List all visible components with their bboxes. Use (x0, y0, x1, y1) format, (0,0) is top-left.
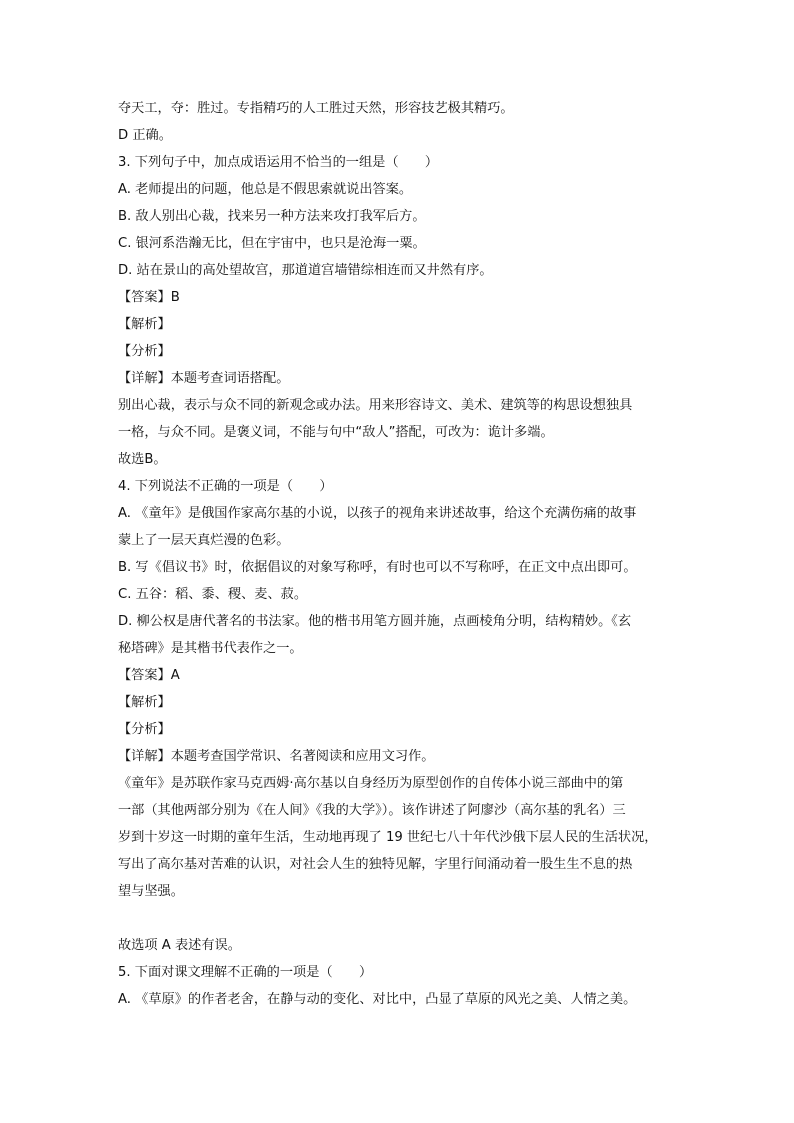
question-4-stem: 4. 下列说法不正确的一项是（ ） (118, 479, 333, 494)
question-4-option-b: B. 写《倡议书》时，依据倡议的对象写称呼，有时也可以不写称呼，在正文中点出即可。 (118, 560, 637, 575)
text-line: 《童年》是苏联作家马克西姆·高尔基以自身经历为原型创作的自传体小说三部曲中的第 (118, 776, 624, 791)
text-line: D 正确。 (118, 128, 172, 143)
question-4-answer: 【答案】A (118, 668, 180, 683)
question-3-fenxi-heading: 【分析】 (118, 344, 171, 359)
document-body (118, 95, 678, 1013)
question-3-answer: 【答案】B (118, 290, 180, 305)
question-3-option-a: A. 老师提出的问题，他总是不假思索就说出答案。 (118, 182, 413, 197)
text-line: 写出了高尔基对苦难的认识，对社会人生的独特见解，字里行间涌动着一股生生不息的热 (118, 857, 633, 872)
text-line: 岁到十岁这一时期的童年生活，生动地再现了 19 世纪七八十年代沙俄下层人民的生活状况， (118, 830, 658, 845)
question-4-analysis-heading: 【解析】 (118, 695, 171, 710)
question-4-fenxi-heading: 【分析】 (118, 722, 171, 737)
question-4-option-a: A. 《童年》是俄国作家高尔基的小说，以孩子的视角来讲述故事，给这个充满伤痛的故事 (118, 506, 637, 521)
question-4-option-c: C. 五谷：稻、黍、稷、麦、菽。 (118, 587, 308, 602)
question-4-conclusion: 故选项 A 表述有误。 (118, 938, 241, 953)
blank-line (118, 905, 678, 932)
question-5-stem: 5. 下面对课文理解不正确的一项是（ ） (118, 965, 373, 980)
question-3-analysis-heading: 【解析】 (118, 317, 171, 332)
question-5-option-a: A. 《草原》的作者老舍，在静与动的变化、对比中，凸显了草原的风光之美、人情之美。 (118, 992, 637, 1007)
question-3-option-c: C. 银河系浩瀚无比，但在宇宙中，也只是沧海一粟。 (118, 236, 426, 251)
question-4-option-d: D. 柳公权是唐代著名的书法家。他的楷书用笔方圆并施，点画棱角分明，结构精妙。《玄 (118, 614, 632, 629)
question-3-option-d: D. 站在景山的高处望故宫，那道道宫墙错综相连而又井然有序。 (118, 263, 493, 278)
question-3-option-b: B. 敌人别出心裁，找来另一种方法来攻打我军后方。 (118, 209, 426, 224)
text-line: 别出心裁，表示与众不同的新观念或办法。用来形容诗文、美术、建筑等的构思设想独具 (118, 398, 633, 413)
question-3-stem: 3. 下列句子中，加点成语运用不恰当的一组是（ ） (118, 155, 439, 170)
text-line: 蒙上了一层天真烂漫的色彩。 (118, 533, 290, 548)
question-4-detail: 【详解】本题考查国学常识、名著阅读和应用文习作。 (118, 749, 435, 764)
text-line: 一部（其他两部分别为《在人间》《我的大学》）。该作讲述了阿廖沙（高尔基的乳名）三 (118, 803, 626, 818)
text-line: 望与坚强。 (118, 884, 184, 899)
text-line: 秘塔碑》是其楷书代表作之一。 (118, 641, 303, 656)
question-3-conclusion: 故选B。 (118, 452, 167, 467)
question-3-detail: 【详解】本题考查词语搭配。 (118, 371, 290, 386)
text-line: 夺天工，夺：胜过。专指精巧的人工胜过天然，形容技艺极其精巧。 (118, 101, 514, 116)
text-line: 一格，与众不同。是褒义词，不能与句中“敌人”搭配，可改为：诡计多端。 (118, 425, 554, 440)
